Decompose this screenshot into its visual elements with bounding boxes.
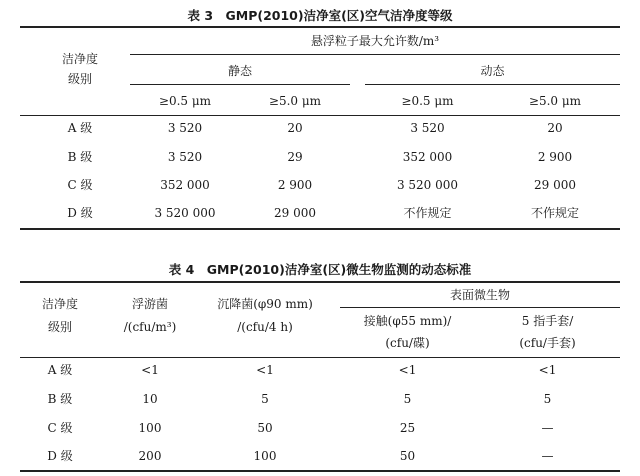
table4-grade: A 级 (47, 363, 73, 377)
table3-grade: D 级 (67, 206, 93, 220)
table3-size-label: ≥5.0 μm (528, 94, 582, 108)
table3-grade: C 级 (67, 178, 93, 192)
table4-value: — (541, 449, 554, 463)
table4-value: <1 (141, 363, 159, 377)
table4-floating-header-line2: /(cfu/m³) (123, 320, 177, 334)
table4-grade: B 级 (47, 392, 73, 406)
table4-value: 10 (142, 392, 158, 406)
table3-value: 2 900 (277, 178, 313, 192)
table3-value: 20 (547, 121, 563, 135)
table4-grade: C 级 (47, 421, 73, 435)
table4-surface-rule (340, 307, 620, 308)
table3-grade-header-line1: 洁净度 (61, 52, 98, 66)
table3-value: 3 520 (167, 150, 203, 164)
table3-dynamic-label: 动态 (480, 64, 505, 78)
table4-grade-header-line2: 级别 (47, 320, 72, 334)
table3-header-bottom-rule (20, 115, 620, 116)
table3-value: 不作规定 (403, 206, 452, 220)
table4-contact-header-line2: (cfu/碟) (385, 336, 430, 350)
table3-value: 3 520 000 (154, 206, 216, 220)
table3-grade: A 级 (67, 121, 93, 135)
table4-settling-header-line2: /(cfu/4 h) (237, 320, 293, 334)
table3-static-label: 静态 (227, 64, 252, 78)
table3-size-label: ≥5.0 μm (268, 94, 322, 108)
table4-settling-header-line1: 沉降菌(φ90 mm) (217, 297, 313, 311)
table3-value: 3 520 (167, 121, 203, 135)
table3-value: 352 000 (402, 150, 453, 164)
table4-grade-header-line1: 洁净度 (41, 297, 78, 311)
table4-bottom-rule (20, 470, 620, 472)
table3-size-label: ≥0.5 μm (401, 94, 454, 108)
table4-surface-header: 表面微生物 (449, 288, 510, 302)
table4-value: 50 (257, 421, 273, 435)
table4-value: 100 (138, 421, 162, 435)
table4-caption: 表 4 GMP(2010)洁净室(区)微生物监测的动态标准 (168, 262, 472, 277)
table3-header-rule-1 (130, 54, 620, 55)
table3-value: 不作规定 (530, 206, 579, 220)
table3-dynamic-rule (365, 84, 620, 85)
table4-value: <1 (398, 363, 417, 377)
table4-glove-header-line2: (cfu/手套) (519, 336, 576, 350)
table4-value: 25 (399, 421, 416, 435)
table3-top-rule (20, 26, 620, 28)
table3-value: 20 (287, 121, 303, 135)
table4-glove-header-line1: 5 指手套/ (521, 314, 574, 328)
table4-value: <1 (538, 363, 557, 377)
table4-value: 5 (261, 392, 269, 406)
table3-static-rule (130, 84, 350, 85)
table4-value: 100 (253, 449, 277, 463)
table4-top-rule (20, 281, 620, 283)
table3-bottom-rule (20, 228, 620, 230)
table3-value: 29 (287, 150, 303, 164)
table4-value: — (541, 421, 554, 435)
table3-grade: B 级 (67, 150, 93, 164)
table3-value: 3 520 (410, 121, 445, 135)
table4-header-bottom-rule (20, 357, 620, 358)
table4-grade: D 级 (47, 449, 73, 463)
table3-size-label: ≥0.5 μm (158, 94, 212, 108)
table3-value: 29 000 (534, 178, 576, 192)
table4-value: <1 (256, 363, 274, 377)
table3-grade-header-line2: 级别 (67, 72, 92, 86)
table3-value: 29 000 (274, 206, 316, 220)
table3-value: 3 520 000 (396, 178, 459, 192)
table4-value: 5 (403, 392, 412, 406)
table4-floating-header-line1: 浮游菌 (131, 297, 168, 311)
table4-contact-header-line1: 接触(φ55 mm)/ (363, 314, 452, 328)
table3-value: 352 000 (160, 178, 210, 192)
table4-value: 200 (138, 449, 162, 463)
table3-particle-header: 悬浮粒子最大允许数/m³ (310, 34, 440, 48)
table4-value: 5 (543, 392, 552, 406)
table4-value: 50 (399, 449, 416, 463)
table3-caption: 表 3 GMP(2010)洁净室(区)空气洁净度等级 (187, 8, 453, 23)
table3-value: 2 900 (537, 150, 573, 164)
